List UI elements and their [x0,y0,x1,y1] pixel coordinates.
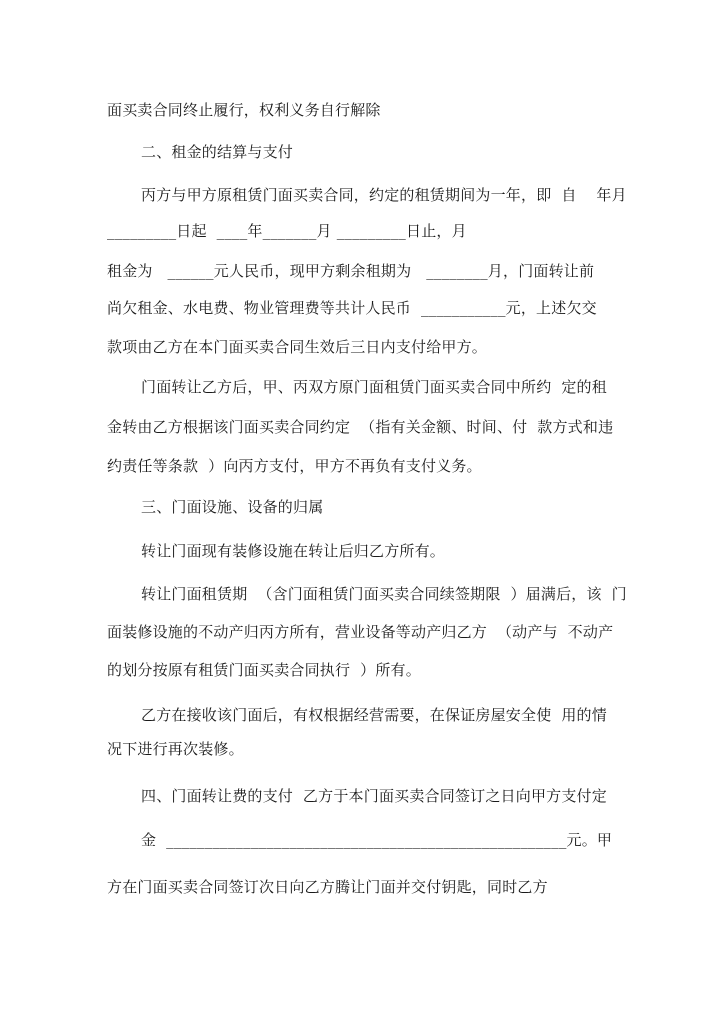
paragraph-line: 乙方在接收该门面后，有权根据经营需要，在保证房屋安全使 用的情 [141,706,607,724]
section-heading: 四、门面转让费的支付 乙方于本门面买卖合同签订之日向甲方支付定 [141,787,607,805]
paragraph-line: 租金为 ______元人民币，现甲方剩余租期为 ________月，门面转让前 [107,262,595,280]
section-heading: 二、租金的结算与支付 [141,143,294,161]
paragraph-line: 转让门面租赁期 （含门面租赁门面买卖合同续签期限 ）届满后，该 门 [141,585,627,603]
paragraph-line: 尚欠租金、水电费、物业管理费等共计人民币 ___________元，上述欠交 [107,299,597,317]
paragraph-line: 面装修设施的不动产归丙方所有，营业设备等动产归乙方 （动产与 不动产 [107,623,614,641]
paragraph-line: 金 ____________________________________________________元。甲 [141,831,613,849]
paragraph-line: 面买卖合同终止履行，权利义务自行解除 [107,101,381,119]
paragraph-line: 丙方与甲方原租赁门面买卖合同，约定的租赁期间为一年，即 自 年月 [141,186,627,204]
paragraph-line: 约责任等条款 ）向丙方支付，甲方不再负有支付义务。 [107,457,482,475]
paragraph-line: 款项由乙方在本门面买卖合同生效后三日内支付给甲方。 [107,338,488,356]
paragraph-line: 的划分按原有租赁门面买卖合同执行 ）所有。 [107,661,421,679]
paragraph-line: 转让门面现有装修设施在转让后归乙方所有。 [141,542,446,560]
paragraph-line: _________日起 ____年_______月 _________日止，月 [107,222,467,240]
paragraph-line: 方在门面买卖合同签订次日向乙方腾让门面并交付钥匙，同时乙方 [107,878,548,896]
section-heading: 三、门面设施、设备的归属 [141,498,324,516]
paragraph-line: 况下进行再次装修。 [107,740,244,758]
paragraph-line: 门面转让乙方后，甲、丙双方原门面租赁门面买卖合同中所约 定的租 [141,378,607,396]
paragraph-line: 金转由乙方根据该门面买卖合同约定 （指有关金额、时间、付 款方式和违 [107,418,614,436]
